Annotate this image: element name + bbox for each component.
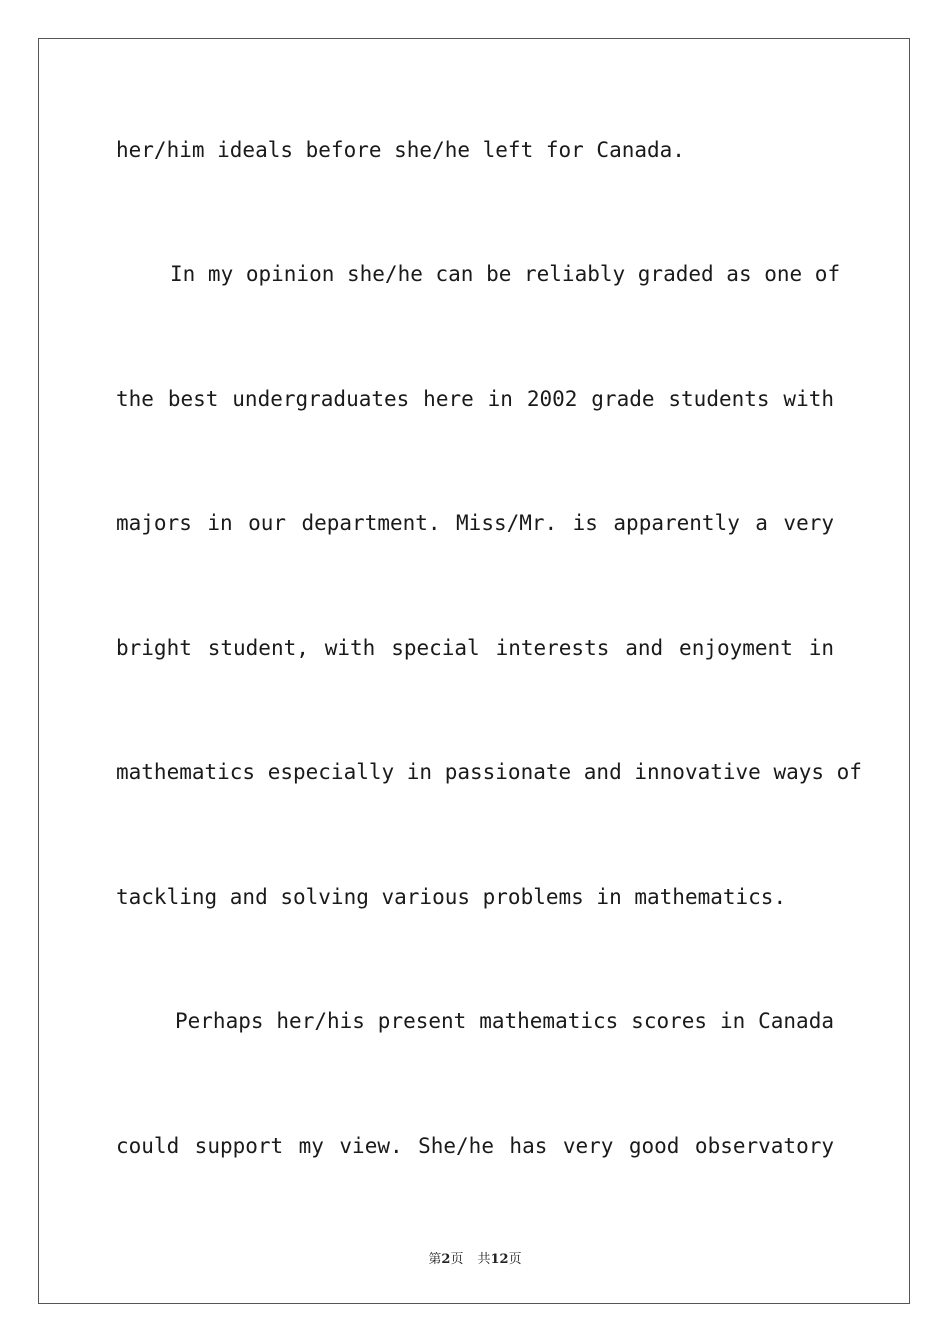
total-prefix: 共 (477, 1252, 491, 1267)
text-line-5: bright student, with special interests and enjoyment in (116, 636, 834, 660)
page-footer (0, 1248, 950, 1267)
text-line-3: the best undergraduates here in 2002 grade students with (116, 387, 834, 411)
page-number: 2 (441, 1252, 451, 1267)
total-pages: 12 (490, 1252, 509, 1267)
text-line-7: tackling and solving various problems in mathematics. (116, 885, 787, 909)
page-border (38, 38, 910, 1304)
text-line-6: mathematics especially in passionate and innovative ways of (116, 760, 862, 784)
text-line-1: her/him ideals before she/he left for Canada. (116, 138, 685, 162)
text-line-9: could support my view. She/he has very good observatory (116, 1134, 834, 1158)
page-prefix: 第 (428, 1252, 442, 1267)
total-suffix: 页 (508, 1252, 522, 1267)
text-line-4: majors in our department. Miss/Mr. is apparently a very (116, 511, 834, 535)
text-line-8: Perhaps her/his present mathematics scores in Canada (175, 1009, 834, 1033)
page-suffix: 页 (450, 1252, 464, 1267)
text-line-2: In my opinion she/he can be reliably graded as one of (170, 262, 841, 286)
